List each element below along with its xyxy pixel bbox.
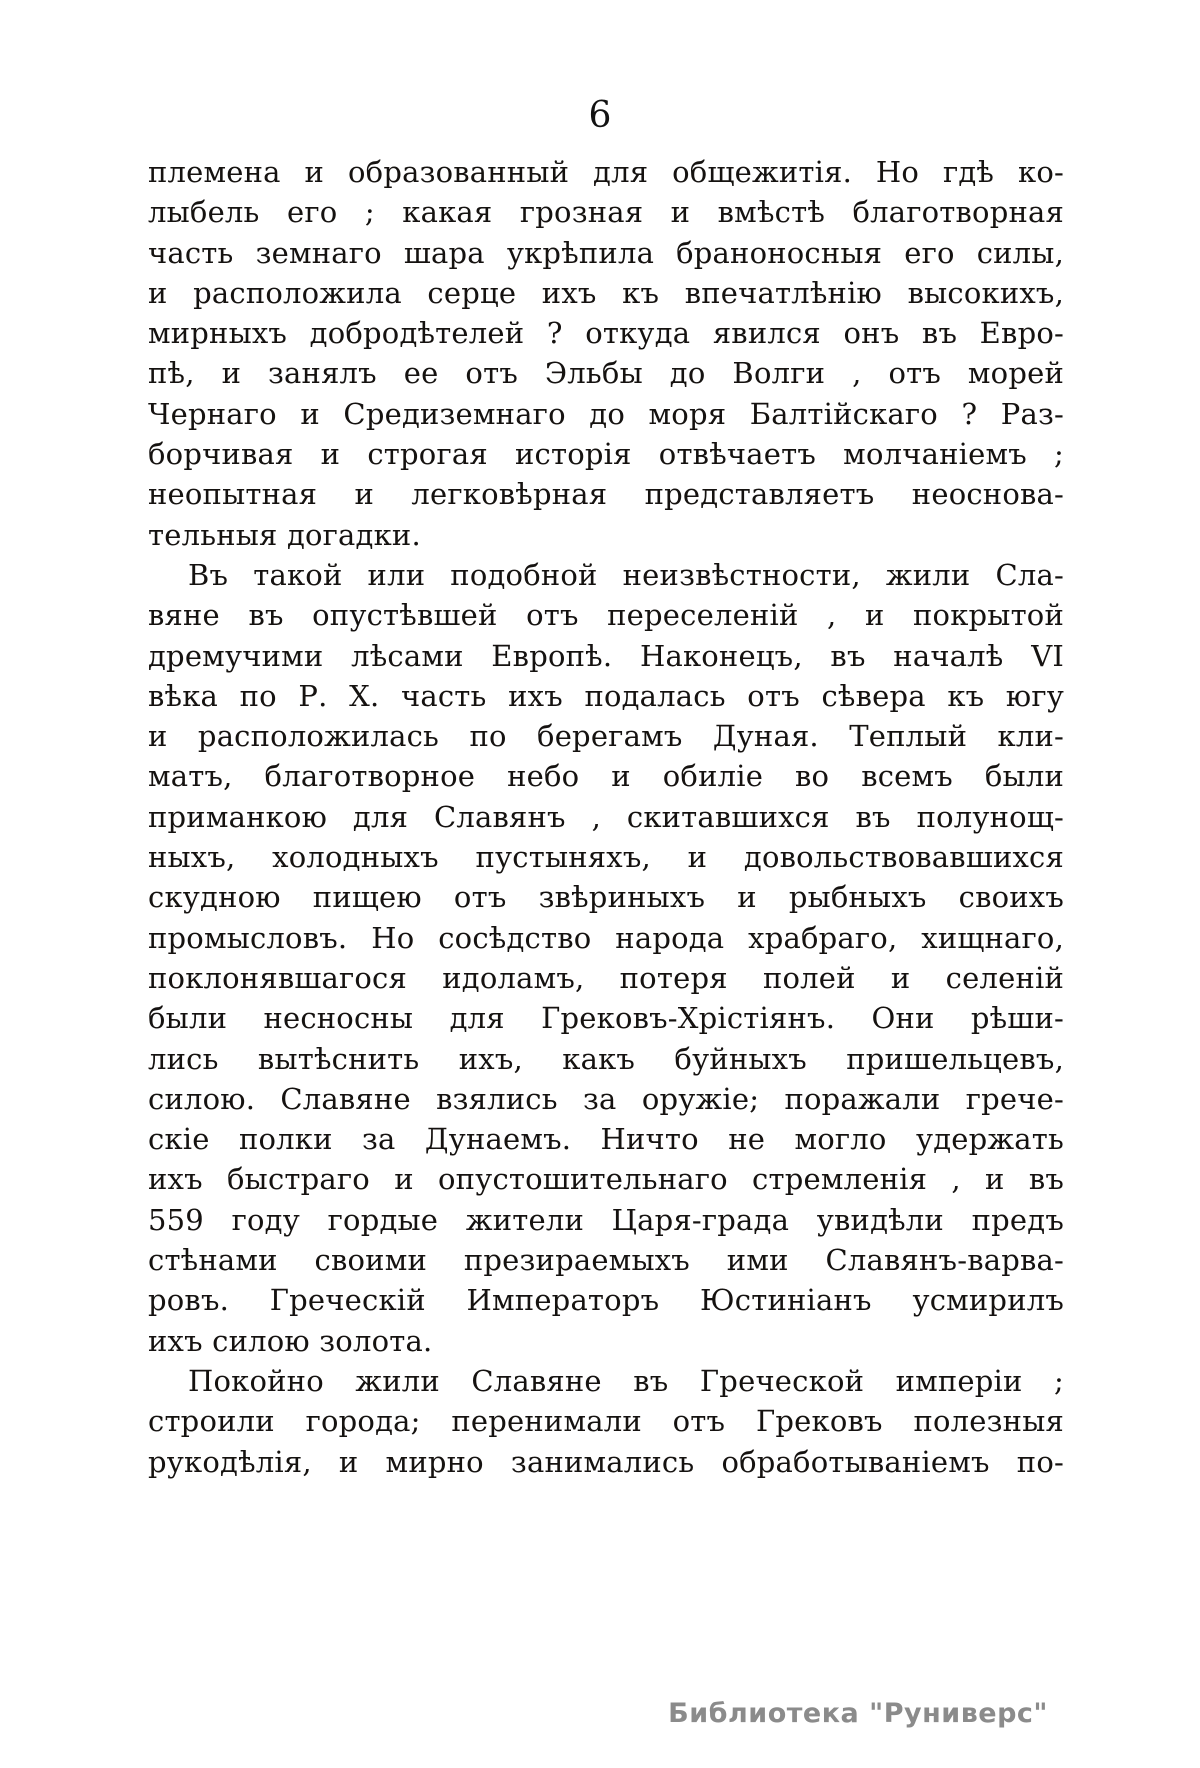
page-text [148,152,1064,1482]
text-line: борчивая и строгая исторія отвѣчаетъ молчаніемъ ; [148,437,1064,472]
text-line: вяне въ опустѣвшей отъ переселеній , и покрытой [148,598,1064,633]
text-line: ихъ силою золота. [148,1323,433,1358]
text-line: ровъ. Греческій Императоръ Юстиніанъ усмирилъ [148,1283,1064,1318]
text-line: поклонявшагося идоламъ, потеря полей и селеній [148,960,1064,995]
text-line: силою. Славяне взялись за оружіе; поражали грече- [148,1081,1064,1116]
text-line: скудною пищею отъ звѣриныхъ и рыбныхъ своихъ [148,880,1064,915]
text-line: ныхъ, холодныхъ пустыняхъ, и довольствовавшихся [148,840,1064,875]
text-line: тельныя догадки. [148,517,421,552]
text-line: рукодѣлія, и мирно занимались обработываніемъ по- [148,1444,1064,1479]
text-line: и расположила серце ихъ къ впечатлѣнію высокихъ, [148,275,1064,310]
text-line: ихъ быстраго и опустошительнаго стремленія , и въ [148,1162,1064,1197]
library-watermark: Библиотека "Руниверс" [668,1698,1048,1729]
text-line: были несносны для Грековъ-Хрістіянъ. Они рѣши- [148,1001,1064,1036]
text-line: пѣ, и занялъ ее отъ Эльбы до Волги , отъ морей [148,356,1064,391]
text-line: стѣнами своими презираемыхъ ими Славянъ-варва- [148,1243,1064,1278]
text-line: Покойно жили Славяне въ Греческой имперіи ; [188,1363,1064,1398]
text-line: дремучими лѣсами Европѣ. Наконецъ, въ началѣ VI [148,638,1064,673]
text-line: Въ такой или подобной неизвѣстности, жили Сла- [188,557,1064,592]
text-line: лыбель его ; какая грозная и вмѣстѣ благотворная [148,195,1064,230]
text-line: неопытная и легковѣрная представляетъ неоснова- [148,477,1064,512]
text-line: приманкою для Славянъ , скитавшихся въ полунощ- [148,799,1064,834]
page-number: 6 [588,95,612,136]
text-line: 559 году гордые жители Царя-града увидѣли предъ [148,1202,1064,1237]
text-line: вѣка по Р. Х. часть ихъ подалась отъ сѣвера къ югу [148,678,1064,713]
text-line: матъ, благотворное небо и обиліе во всемъ были [148,759,1064,794]
text-line: племена и образованный для общежитія. Но гдѣ ко- [148,155,1064,189]
text-line: мирныхъ добродѣтелей ? откуда явился онъ въ Евро- [148,316,1064,351]
text-line: лись вытѣснить ихъ, какъ буйныхъ пришельцевъ, [148,1041,1064,1076]
text-line: и расположилась по берегамъ Дуная. Теплый кли- [148,719,1064,754]
text-line: Чернаго и Средиземнаго до моря Балтійскаго ? Раз- [148,396,1064,431]
text-line: строили города; перенимали отъ Грековъ полезныя [148,1404,1064,1439]
text-line: промысловъ. Но сосѣдство народа храбраго, хищнаго, [148,920,1064,955]
text-line: часть земнаго шара укрѣпила браноносныя его силы, [148,235,1064,270]
text-line: скіе полки за Дунаемъ. Ничто не могло удержать [148,1122,1064,1157]
